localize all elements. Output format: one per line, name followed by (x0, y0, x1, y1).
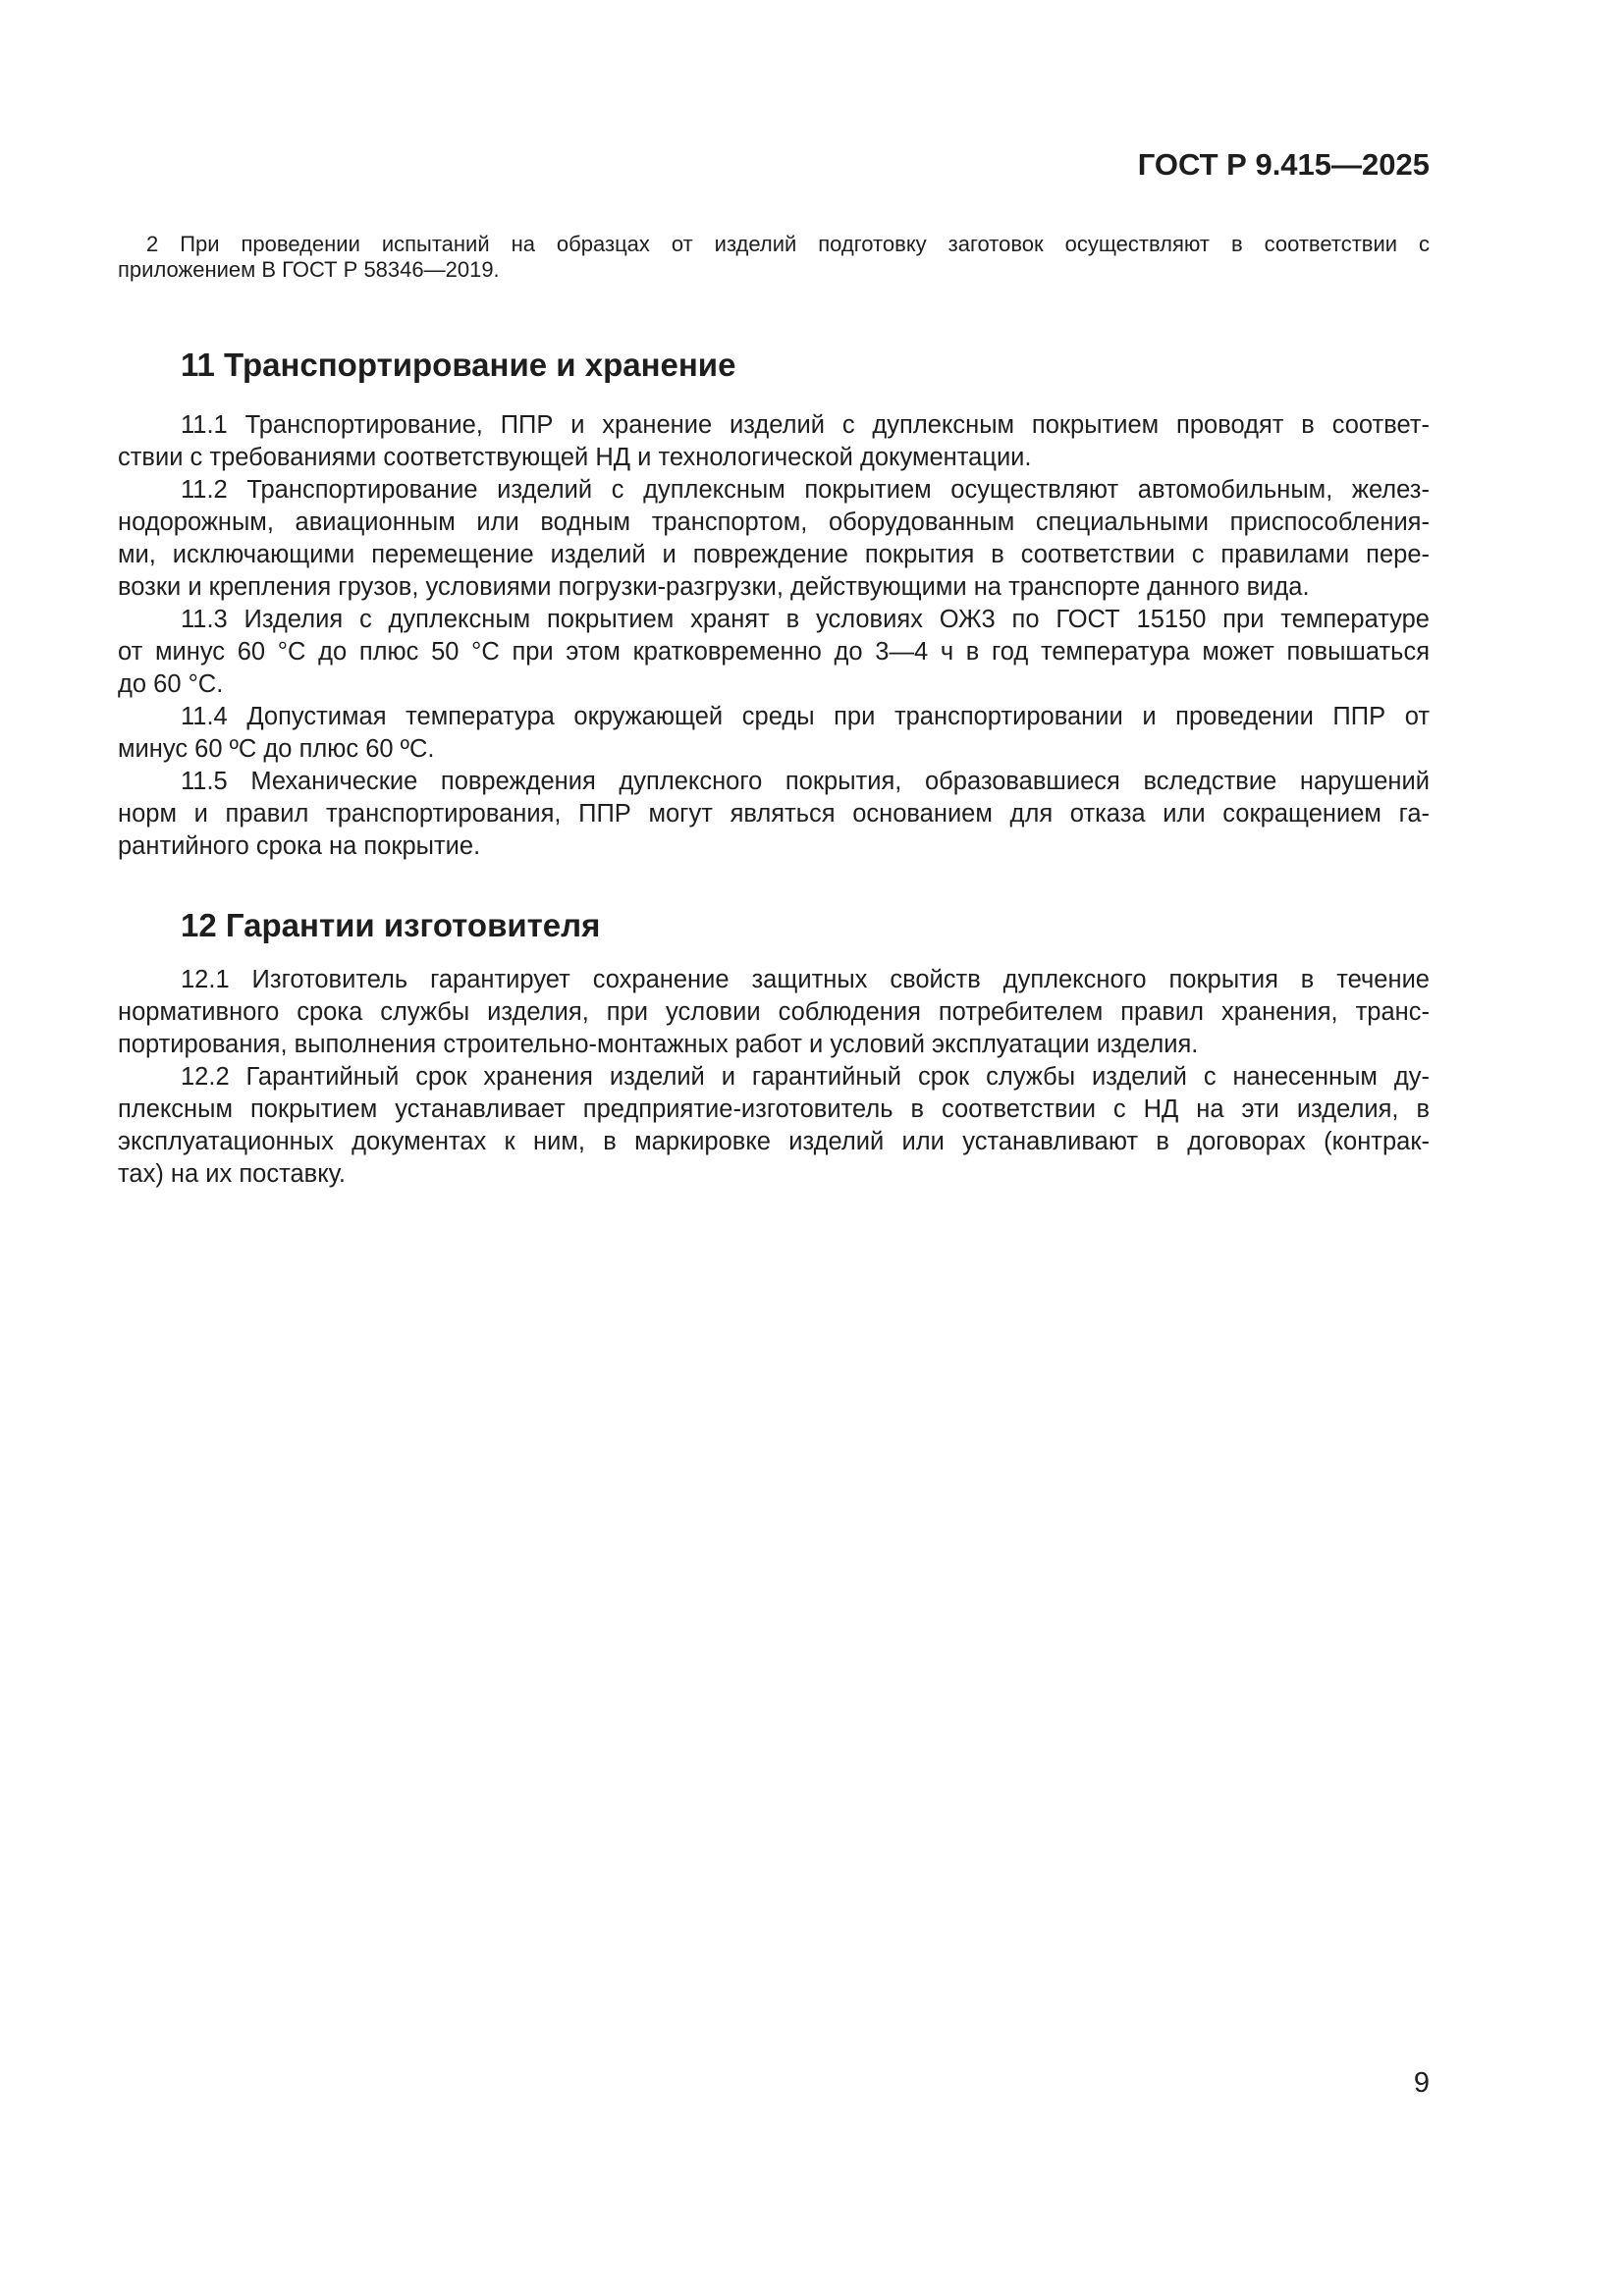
text-line: 12.1 Изготовитель гарантирует сохранение защитных свойств дуплексного покрытия в течение (181, 966, 1430, 993)
clause-paragraph (118, 409, 1430, 474)
text-line: от минус 60 °С до плюс 50 °С при этом кратковременно до 3—4 ч в год температура может повышаться (118, 638, 1430, 666)
text-line: рантийного срока на покрытие. (118, 832, 481, 860)
clause-paragraph (118, 964, 1430, 1061)
section-heading: 11 Транспортирование и хранение (181, 347, 736, 383)
text-line: нормативного срока службы изделия, при условии соблюдения потребителем правил хранения, транс- (118, 998, 1430, 1026)
text-line: до 60 °С. (118, 670, 224, 698)
clause-paragraph (118, 701, 1430, 766)
text-line: тах) на их поставку. (118, 1160, 346, 1188)
text-line: норм и правил транспортирования, ППР могут являться основанием для отказа или сокращением га- (118, 800, 1430, 828)
text-line: плексным покрытием устанавливает предприятие-изготовитель в соответствии с НД на эти изделия, в (118, 1095, 1430, 1123)
text-line: 12.2 Гарантийный срок хранения изделий и гарантийный срок службы изделий с нанесенным ду- (181, 1063, 1430, 1091)
text-line: портирования, выполнения строительно-монтажных работ и условий эксплуатации изделия. (118, 1031, 1199, 1058)
clause-paragraph (118, 1061, 1430, 1191)
continued-note-paragraph (118, 232, 1430, 283)
text-line: 2 При проведении испытаний на образцах от изделий подготовку заготовок осуществляют в соответствии с (146, 232, 1430, 256)
clause-paragraph (118, 474, 1430, 604)
text-line: эксплуатационных документах к ним, в маркировке изделий или устанавливают в договорах (контрак- (118, 1128, 1430, 1155)
clause-paragraph (118, 766, 1430, 863)
text-line: нодорожным, авиационным или водным транспортом, оборудованным специальными приспособления- (118, 508, 1430, 536)
document-content (118, 0, 1430, 1191)
text-line: 11.5 Механические повреждения дуплексного покрытия, образовавшиеся вследствие нарушений (181, 768, 1430, 795)
section-heading: 12 Гарантии изготовителя (181, 907, 601, 943)
text-line: минус 60 ºС до плюс 60 ºС. (118, 735, 435, 763)
text-line: ми, исключающими перемещение изделий и повреждение покрытия в соответствии с правилами пере- (118, 541, 1430, 568)
text-line: 11.1 Транспортирование, ППР и хранение изделий с дуплексным покрытием проводят в соответ- (181, 411, 1430, 439)
text-line: 11.3 Изделия с дуплексным покрытием хранят в условиях ОЖ3 по ГОСТ 15150 при температуре (181, 606, 1430, 633)
text-line: 11.4 Допустимая температура окружающей среды при транспортировании и проведении ППР от (181, 703, 1430, 730)
standard-code-header: ГОСТ Р 9.415—2025 (1137, 147, 1430, 182)
page-number: 9 (1413, 2067, 1430, 2099)
text-line: приложением В ГОСТ Р 58346—2019. (118, 257, 500, 282)
text-line: 11.2 Транспортирование изделий с дуплексным покрытием осуществляют автомобильным, желез- (181, 476, 1430, 504)
clause-paragraph (118, 604, 1430, 701)
text-line: ствии с требованиями соответствующей НД и технологической документации. (118, 444, 1032, 471)
text-line: возки и крепления грузов, условиями погрузки-разгрузки, действующими на транспорте данного вида. (118, 573, 1310, 601)
